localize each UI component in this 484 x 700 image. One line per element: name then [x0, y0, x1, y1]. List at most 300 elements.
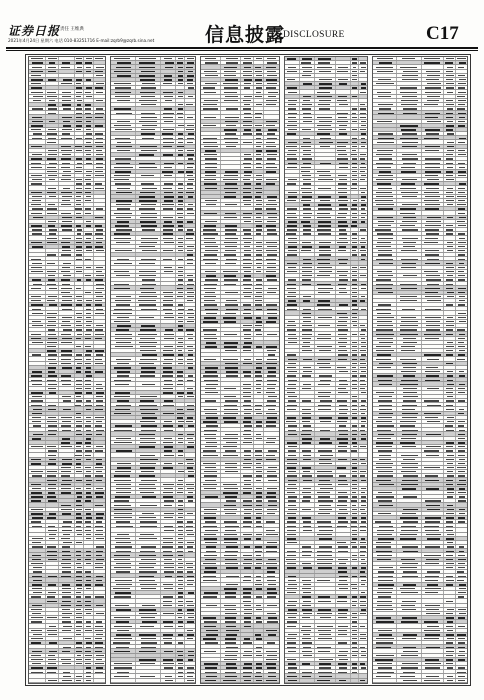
table-cell — [84, 558, 94, 561]
table-cell — [422, 483, 445, 486]
table-cell — [397, 65, 421, 68]
table-cell — [285, 599, 300, 602]
table-cell — [75, 441, 85, 444]
table-cell — [444, 316, 456, 319]
table-cell — [75, 649, 85, 652]
table-cell — [359, 591, 367, 594]
table-cell — [176, 495, 185, 498]
table-cell — [221, 128, 241, 131]
table-cell — [201, 445, 221, 448]
table-cell — [221, 120, 241, 123]
table-cell — [351, 291, 360, 294]
table-cell — [176, 90, 185, 93]
table-cell — [285, 178, 300, 181]
table-cell — [351, 566, 360, 569]
table-cell — [373, 270, 397, 273]
table-cell — [444, 633, 456, 636]
table-cell — [221, 174, 241, 177]
table-cell — [397, 583, 421, 586]
table-cell — [456, 608, 467, 611]
table-cell — [373, 533, 397, 536]
table-cell — [315, 295, 336, 298]
table-cell — [444, 558, 456, 561]
table-cell — [373, 153, 397, 156]
table-cell — [75, 149, 85, 152]
table-cell — [315, 153, 336, 156]
table-cell — [29, 483, 46, 486]
table-cell — [94, 503, 105, 506]
table-cell — [136, 466, 161, 469]
table-cell — [315, 649, 336, 652]
table-cell — [422, 412, 445, 415]
table-cell — [176, 395, 185, 398]
table-cell — [59, 649, 74, 652]
table-cell — [254, 587, 264, 590]
table-cell — [46, 90, 60, 93]
table-cell — [201, 574, 221, 577]
table-cell — [75, 604, 85, 607]
table-cell — [285, 462, 300, 465]
table-cell — [176, 441, 185, 444]
table-cell — [422, 224, 445, 227]
table-cell — [254, 132, 264, 135]
table-cell — [94, 558, 105, 561]
table-cell — [315, 186, 336, 189]
table-cell — [29, 545, 46, 548]
table-cell — [456, 578, 467, 581]
table-cell — [254, 620, 264, 623]
table-cell — [264, 441, 279, 444]
table-cell — [59, 299, 74, 302]
table-cell — [422, 524, 445, 527]
table-cell — [373, 74, 397, 77]
table-cell — [359, 61, 367, 64]
table-cell — [46, 99, 60, 102]
table-cell — [161, 466, 176, 469]
table-cell — [397, 604, 421, 607]
table-cell — [176, 186, 185, 189]
table-cell — [241, 604, 254, 607]
table-cell — [161, 670, 176, 673]
table-cell — [444, 261, 456, 264]
table-cell — [161, 274, 176, 277]
table-cell — [397, 595, 421, 598]
table-cell — [29, 553, 46, 556]
table-cell — [285, 407, 300, 410]
table-cell — [422, 679, 445, 682]
table-cell — [75, 245, 85, 248]
table-cell — [136, 165, 161, 168]
table-cell — [94, 332, 105, 335]
table-cell — [397, 545, 421, 548]
table-cell — [300, 508, 315, 511]
table-cell — [201, 140, 221, 143]
table-cell — [336, 549, 351, 552]
table-cell — [46, 416, 60, 419]
table-cell — [300, 216, 315, 219]
table-cell — [201, 483, 221, 486]
table-cell — [351, 266, 360, 269]
table-cell — [241, 491, 254, 494]
table-cell — [456, 395, 467, 398]
table-cell — [300, 232, 315, 235]
table-cell — [161, 604, 176, 607]
table-cell — [456, 145, 467, 148]
table-cell — [315, 353, 336, 356]
table-cell — [161, 149, 176, 152]
table-cell — [185, 528, 195, 531]
table-cell — [315, 516, 336, 519]
table-cell — [59, 608, 74, 611]
table-cell — [456, 462, 467, 465]
table-cell — [161, 295, 176, 298]
table-cell — [185, 549, 195, 552]
table-cell — [221, 487, 241, 490]
table-cell — [75, 453, 85, 456]
table-cell — [373, 541, 397, 544]
table-cell — [359, 453, 367, 456]
table-cell — [264, 604, 279, 607]
table-cell — [300, 257, 315, 260]
table-cell — [315, 345, 336, 348]
table-cell — [264, 666, 279, 669]
table-cell — [29, 595, 46, 598]
table-cell — [46, 591, 60, 594]
table-cell — [84, 65, 94, 68]
table-cell — [241, 679, 254, 682]
table-cell — [351, 620, 360, 623]
table-cell — [397, 437, 421, 440]
table-cell — [336, 604, 351, 607]
table-cell — [84, 124, 94, 127]
table-cell — [456, 299, 467, 302]
table-cell — [359, 316, 367, 319]
table-cell — [373, 120, 397, 123]
table-cell — [359, 545, 367, 548]
table-cell — [46, 324, 60, 327]
table-cell — [136, 191, 161, 194]
table-cell — [185, 278, 195, 281]
table-cell — [456, 170, 467, 173]
table-cell — [185, 587, 195, 590]
table-cell — [94, 487, 105, 490]
table-cell — [397, 620, 421, 623]
table-cell — [422, 537, 445, 540]
table-cell — [300, 299, 315, 302]
table-cell — [397, 353, 421, 356]
table-cell — [29, 57, 46, 60]
table-cell — [359, 432, 367, 435]
table-cell — [285, 245, 300, 248]
table-cell — [176, 161, 185, 164]
table-cell — [75, 541, 85, 544]
table-cell — [351, 153, 360, 156]
table-cell — [241, 599, 254, 602]
table-cell — [46, 662, 60, 665]
table-cell — [264, 328, 279, 331]
table-cell — [285, 466, 300, 469]
table-cell — [285, 128, 300, 131]
table-cell — [46, 216, 60, 219]
table-cell — [300, 620, 315, 623]
table-cell — [315, 491, 336, 494]
table-cell — [264, 637, 279, 640]
table-cell — [221, 545, 241, 548]
table-cell — [359, 382, 367, 385]
table-cell — [84, 349, 94, 352]
table-cell — [444, 345, 456, 348]
table-cell — [315, 578, 336, 581]
table-cell — [264, 466, 279, 469]
table-cell — [351, 341, 360, 344]
table-cell — [59, 370, 74, 373]
table-cell — [444, 303, 456, 306]
table-cell — [75, 608, 85, 611]
table-cell — [254, 278, 264, 281]
table-cell — [111, 403, 136, 406]
table-cell — [300, 499, 315, 502]
table-cell — [201, 274, 221, 277]
table-cell — [111, 220, 136, 223]
table-cell — [136, 328, 161, 331]
table-cell — [94, 124, 105, 127]
table-cell — [46, 174, 60, 177]
table-cell — [444, 604, 456, 607]
table-cell — [373, 549, 397, 552]
table-cell — [300, 266, 315, 269]
table-cell — [84, 328, 94, 331]
table-cell — [29, 103, 46, 106]
table-cell — [136, 462, 161, 465]
table-cell — [397, 357, 421, 360]
table-cell — [94, 495, 105, 498]
table-cell — [111, 462, 136, 465]
table-cell — [315, 65, 336, 68]
table-cell — [264, 612, 279, 615]
table-cell — [185, 345, 195, 348]
table-cell — [46, 61, 60, 64]
table-cell — [84, 604, 94, 607]
table-cell — [264, 645, 279, 648]
table-cell — [201, 195, 221, 198]
table-cell — [351, 654, 360, 657]
table-cell — [176, 499, 185, 502]
table-cell — [373, 524, 397, 527]
table-cell — [300, 61, 315, 64]
table-cell — [373, 445, 397, 448]
table-cell — [456, 679, 467, 682]
table-cell — [351, 86, 360, 89]
table-cell — [422, 291, 445, 294]
table-cell — [359, 224, 367, 227]
table-cell — [176, 111, 185, 114]
table-cell — [444, 428, 456, 431]
table-cell — [285, 241, 300, 244]
table-cell — [315, 537, 336, 540]
table-cell — [254, 670, 264, 673]
table-cell — [456, 674, 467, 677]
table-cell — [29, 537, 46, 540]
table-cell — [264, 136, 279, 139]
table-cell — [315, 420, 336, 423]
table-cell — [176, 61, 185, 64]
table-cell — [300, 412, 315, 415]
table-cell — [336, 341, 351, 344]
table-cell — [161, 170, 176, 173]
table-cell — [201, 136, 221, 139]
table-cell — [161, 78, 176, 81]
table-cell — [264, 211, 279, 214]
table-cell — [254, 503, 264, 506]
table-cell — [359, 253, 367, 256]
table-cell — [359, 512, 367, 515]
table-cell — [359, 136, 367, 139]
table-cell — [29, 186, 46, 189]
table-cell — [46, 320, 60, 323]
table-cell — [456, 587, 467, 590]
table-cell — [351, 428, 360, 431]
table-cell — [397, 316, 421, 319]
table-cell — [136, 428, 161, 431]
table-cell — [176, 95, 185, 98]
table-cell — [241, 407, 254, 410]
table-cell — [59, 399, 74, 402]
table-cell — [373, 595, 397, 598]
table-cell — [111, 412, 136, 415]
table-cell — [94, 78, 105, 81]
table-cell — [397, 320, 421, 323]
table-cell — [336, 78, 351, 81]
table-cell — [397, 199, 421, 202]
table-cell — [84, 545, 94, 548]
table-cell — [422, 153, 445, 156]
table-cell — [161, 407, 176, 410]
table-cell — [161, 633, 176, 636]
table-cell — [111, 662, 136, 665]
table-cell — [397, 466, 421, 469]
table-cell — [300, 491, 315, 494]
table-cell — [336, 583, 351, 586]
table-cell — [300, 441, 315, 444]
table-cell — [59, 420, 74, 423]
table-cell — [285, 583, 300, 586]
table-cell — [29, 74, 46, 77]
table-cell — [300, 149, 315, 152]
table-cell — [161, 303, 176, 306]
table-cell — [422, 282, 445, 285]
table-cell — [444, 483, 456, 486]
table-cell — [264, 257, 279, 260]
table-cell — [136, 432, 161, 435]
table-cell — [285, 124, 300, 127]
table-cell — [75, 491, 85, 494]
table-cell — [254, 437, 264, 440]
table-cell — [422, 132, 445, 135]
table-cell — [59, 115, 74, 118]
table-cell — [264, 437, 279, 440]
table-cell — [94, 403, 105, 406]
table-cell — [254, 232, 264, 235]
table-cell — [285, 604, 300, 607]
table-cell — [359, 74, 367, 77]
table-cell — [373, 553, 397, 556]
table-cell — [336, 149, 351, 152]
table-cell — [373, 57, 397, 60]
table-cell — [94, 658, 105, 661]
table-cell — [46, 207, 60, 210]
table-cell — [422, 99, 445, 102]
table-cell — [422, 654, 445, 657]
table-cell — [29, 191, 46, 194]
table-cell — [185, 487, 195, 490]
table-cell — [136, 161, 161, 164]
table-cell — [201, 666, 221, 669]
table-cell — [285, 353, 300, 356]
table-cell — [373, 291, 397, 294]
table-cell — [456, 349, 467, 352]
table-cell — [300, 111, 315, 114]
table-cell — [185, 207, 195, 210]
table-cell — [359, 103, 367, 106]
table-cell — [359, 161, 367, 164]
table-cell — [264, 220, 279, 223]
table-cell — [315, 90, 336, 93]
table-cell — [336, 608, 351, 611]
table-cell — [111, 320, 136, 323]
table-cell — [241, 553, 254, 556]
table-cell — [161, 645, 176, 648]
table-cell — [359, 574, 367, 577]
table-cell — [456, 416, 467, 419]
table-cell — [254, 362, 264, 365]
table-cell — [264, 424, 279, 427]
table-cell — [351, 458, 360, 461]
table-cell — [84, 566, 94, 569]
table-cell — [136, 107, 161, 110]
table-cell — [285, 311, 300, 314]
table-cell — [84, 403, 94, 406]
table-cell — [315, 211, 336, 214]
table-cell — [59, 65, 74, 68]
table-cell — [29, 428, 46, 431]
table-cell — [59, 99, 74, 102]
table-cell — [300, 483, 315, 486]
table-cell — [264, 474, 279, 477]
table-cell — [84, 199, 94, 202]
table-cell — [422, 357, 445, 360]
table-cell — [300, 174, 315, 177]
table-cell — [359, 445, 367, 448]
table-cell — [444, 595, 456, 598]
table-cell — [264, 553, 279, 556]
table-cell — [300, 65, 315, 68]
table-cell — [185, 178, 195, 181]
table-cell — [84, 470, 94, 473]
table-cell — [161, 115, 176, 118]
table-cell — [136, 391, 161, 394]
table-cell — [221, 107, 241, 110]
table-cell — [315, 407, 336, 410]
table-cell — [397, 403, 421, 406]
table-cell — [111, 491, 136, 494]
table-cell — [75, 95, 85, 98]
table-cell — [75, 412, 85, 415]
table-cell — [94, 111, 105, 114]
table-cell — [201, 545, 221, 548]
table-cell — [201, 674, 221, 677]
table-cell — [373, 537, 397, 540]
table-cell — [75, 416, 85, 419]
